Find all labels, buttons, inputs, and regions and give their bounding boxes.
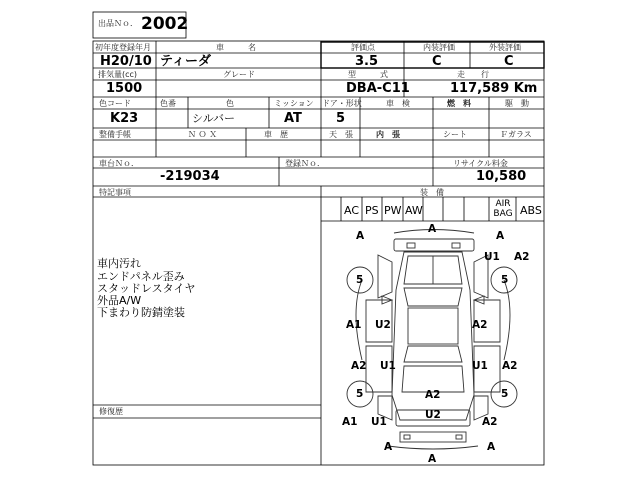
damage-mark: A — [384, 441, 393, 453]
repair-history-label: 修復歴 — [99, 407, 123, 416]
damage-mark: A — [428, 453, 437, 465]
remark-item: スタッドレスタイヤ — [97, 282, 196, 295]
mileage-label: 走 行 — [457, 70, 489, 79]
model-label: 型 式 — [348, 70, 388, 79]
chassis-no-label: 車台Ｎｏ． — [99, 159, 139, 168]
damage-mark: 5 — [501, 388, 509, 400]
color-label: 色 — [226, 99, 234, 108]
damage-mark: A — [428, 223, 437, 235]
remark-item: 外品A/W — [97, 294, 142, 307]
maintenance-label: 整備手帳 — [99, 130, 131, 139]
recycle-fee-value: 10,580 — [476, 169, 527, 184]
displacement-label: 排気量(cc) — [98, 70, 138, 79]
grade-score-value: 3.5 — [355, 54, 379, 69]
damage-mark: A1 — [346, 319, 362, 331]
car-name-value: ティーダ — [160, 54, 211, 69]
damage-mark: A — [487, 441, 496, 453]
damage-mark: A2 — [472, 319, 488, 331]
damage-mark: A2 — [514, 251, 530, 263]
equipment-aw: AW — [405, 204, 423, 217]
car-name-label: 車 名 — [216, 43, 256, 52]
exterior-score-value: C — [504, 54, 514, 69]
damage-mark: A2 — [502, 360, 518, 372]
inspection-label: 車 検 — [386, 99, 410, 108]
first-reg-value: H20/10 — [100, 54, 152, 69]
exterior-score-label: 外装評価 — [489, 43, 521, 52]
damage-mark: A2 — [482, 416, 498, 428]
reg-no-label: 登録Ｎｏ． — [285, 159, 325, 168]
model-value: DBA-C11 — [346, 81, 410, 96]
chassis-no-value: -219034 — [160, 169, 220, 184]
equipment-ac: AC — [344, 204, 360, 217]
first-reg-label: 初年度登録年月 — [95, 43, 151, 52]
color-no-label: 色番 — [160, 99, 176, 108]
lot-number-label: 出品Ｎｏ． — [98, 19, 138, 28]
drive-label: 駆 動 — [505, 99, 529, 108]
history-label: 車 歴 — [264, 130, 288, 139]
color-code-label: 色コード — [99, 99, 131, 108]
damage-mark: A — [496, 230, 505, 242]
damage-mark: U1 — [380, 360, 396, 372]
damage-mark: A2 — [351, 360, 367, 372]
mileage-value: 117,589 Km — [450, 81, 538, 96]
sunroof-label: 天 張 — [329, 130, 353, 139]
damage-mark: U1 — [484, 251, 500, 263]
damage-mark: U1 — [371, 416, 387, 428]
damage-mark: U2 — [425, 409, 441, 421]
interior-score-value: C — [432, 54, 442, 69]
damage-mark: U1 — [472, 360, 488, 372]
equipment-airbag: AIR BAG — [493, 199, 513, 219]
remark-item: 車内汚れ — [97, 257, 141, 270]
damage-mark: A — [356, 230, 365, 242]
equipment-abs: ABS — [520, 204, 542, 217]
damage-mark: 5 — [501, 274, 509, 286]
seat-label: シート — [443, 130, 467, 139]
damage-mark: 5 — [356, 388, 364, 400]
damage-mark: 5 — [356, 274, 364, 286]
f-glass-label: Ｆガラス — [500, 130, 532, 139]
remark-item: 下まわり防錆塗装 — [97, 306, 185, 319]
displacement-value: 1500 — [106, 81, 143, 96]
damage-mark: A1 — [342, 416, 358, 428]
transmission-value: AT — [284, 111, 302, 126]
interior-trim-label: 内 張 — [376, 130, 400, 139]
equipment-label: 装 備 — [420, 188, 444, 197]
remark-item: エンドパネル歪み — [97, 270, 185, 283]
recycle-fee-label: リサイクル料金 — [453, 159, 508, 168]
doors-value: 5 — [336, 111, 346, 126]
fuel-label: 燃 料 — [447, 99, 471, 108]
remarks-label: 特記事項 — [99, 188, 131, 197]
damage-mark: A2 — [425, 389, 441, 401]
transmission-label: ミッション — [274, 99, 314, 108]
grade-score-label: 評価点 — [351, 43, 375, 52]
color-value: シルバー — [192, 112, 235, 125]
color-code-value: K23 — [110, 111, 139, 126]
nox-label: Ｎ Ｏ Ｘ — [188, 130, 218, 139]
interior-score-label: 内装評価 — [423, 43, 455, 52]
damage-mark: U2 — [375, 319, 391, 331]
equipment-ps: PS — [365, 204, 379, 217]
grade-label: グレード — [223, 70, 255, 79]
door-shape-label: ドア・形状 — [322, 99, 362, 108]
equipment-pw: PW — [384, 204, 402, 217]
lot-number-value: 2002 — [141, 14, 189, 34]
